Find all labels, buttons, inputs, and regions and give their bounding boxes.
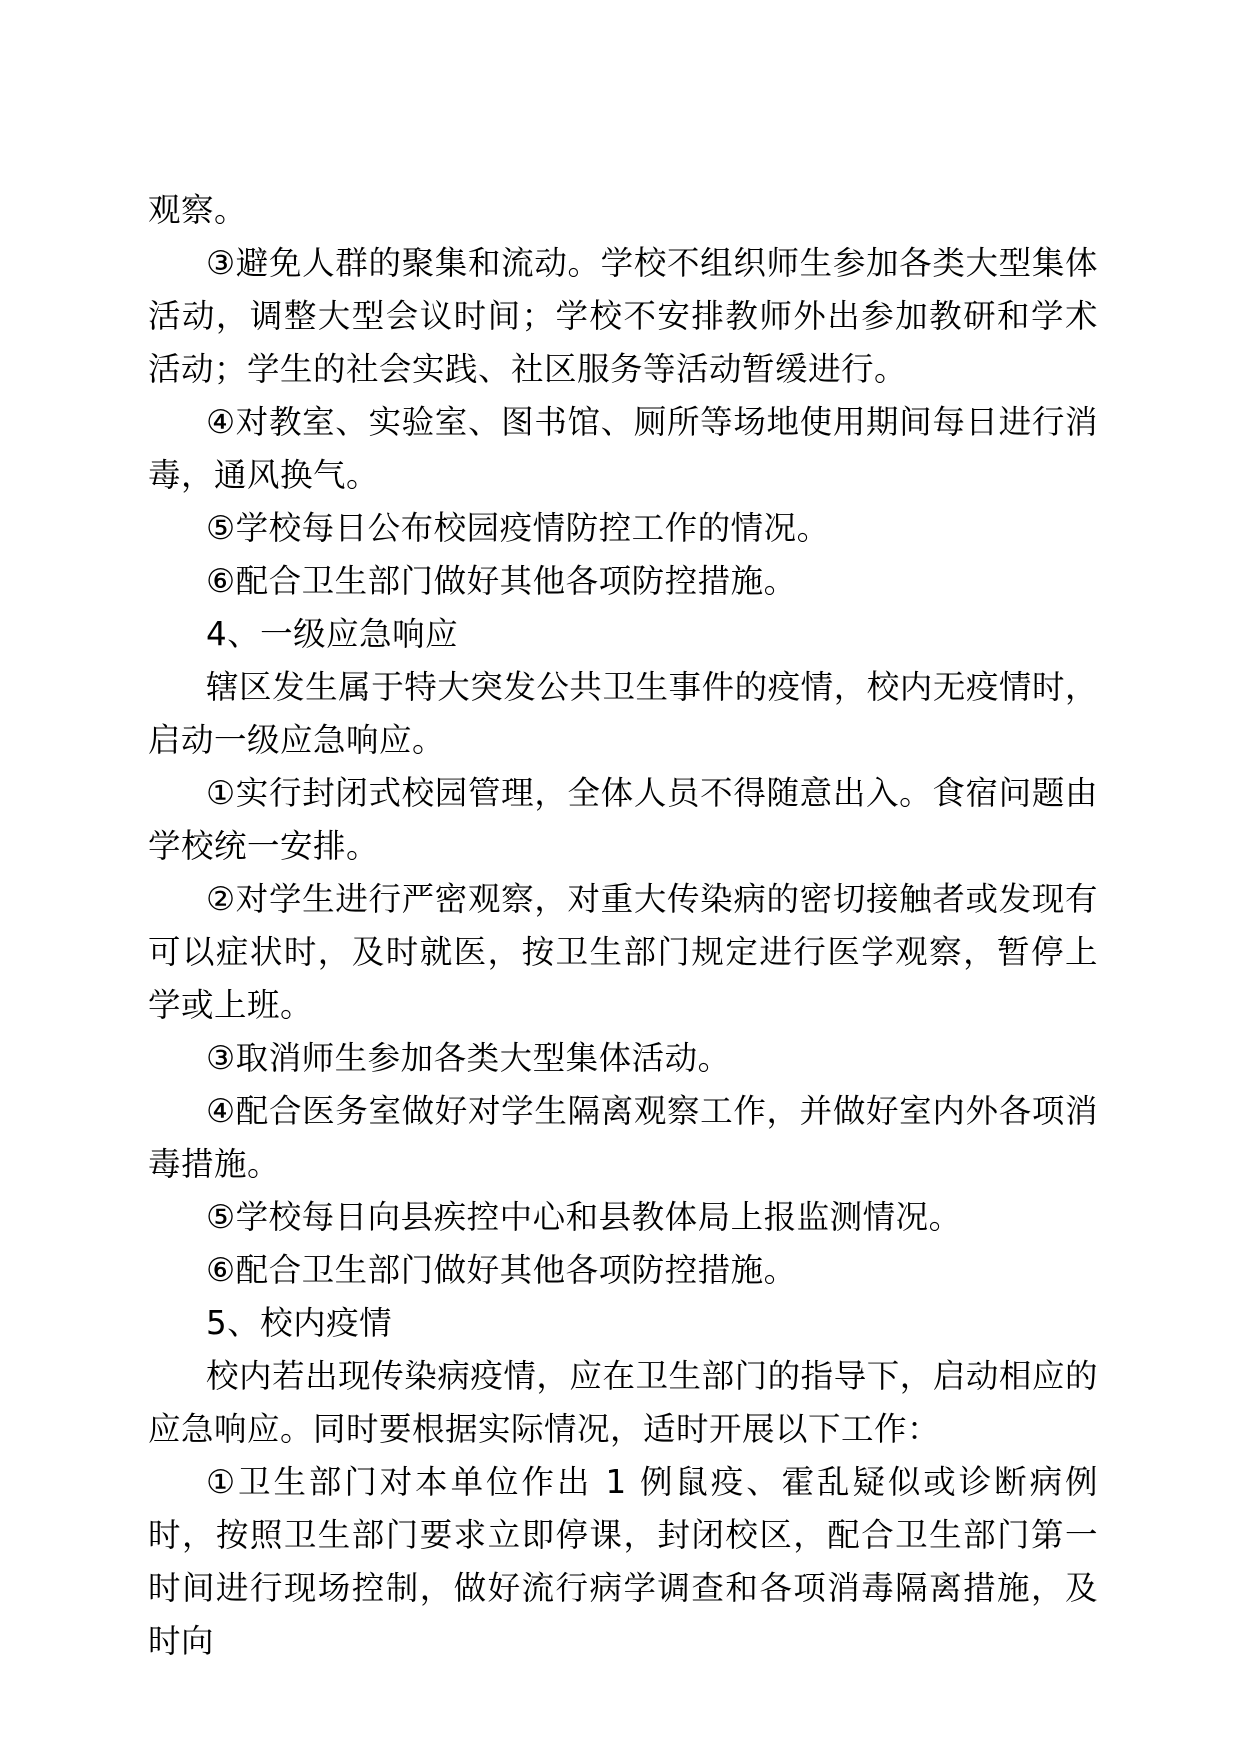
document-body bbox=[148, 184, 1098, 1668]
paragraph-item: ⑤学校每日向县疾控中心和县教体局上报监测情况。 bbox=[206, 1198, 962, 1236]
section-heading: 5、校内疫情 bbox=[206, 1304, 393, 1342]
paragraph-continuation: 观察。 bbox=[148, 191, 248, 229]
paragraph-item: ②对学生进行严密观察，对重大传染病的密切接触者或发现有可以症状时，及时就医，按卫生部门规定进行医学观察，暂停上学或上班。 bbox=[148, 880, 1098, 1024]
paragraph-item: ①卫生部门对本单位作出 1 例鼠疫、霍乱疑似或诊断病例时，按照卫生部门要求立即停课，封闭校区，配合卫生部门第一时间进行现场控制，做好流行病学调查和各项消毒隔离措施，及时向 bbox=[148, 1463, 1098, 1660]
paragraph-item: ⑥配合卫生部门做好其他各项防控措施。 bbox=[206, 1251, 797, 1289]
paragraph-item: ⑥配合卫生部门做好其他各项防控措施。 bbox=[206, 562, 797, 600]
paragraph-item: ④对教室、实验室、图书馆、厕所等场地使用期间每日进行消毒，通风换气。 bbox=[148, 403, 1098, 494]
paragraph-intro: 校内若出现传染病疫情，应在卫生部门的指导下，启动相应的应急响应。同时要根据实际情况，适时开展以下工作： bbox=[148, 1357, 1098, 1448]
section-heading: 4、一级应急响应 bbox=[206, 615, 459, 653]
paragraph-item: ③取消师生参加各类大型集体活动。 bbox=[206, 1039, 731, 1077]
paragraph-intro: 辖区发生属于特大突发公共卫生事件的疫情，校内无疫情时，启动一级应急响应。 bbox=[148, 668, 1098, 759]
paragraph-item: ④配合医务室做好对学生隔离观察工作，并做好室内外各项消毒措施。 bbox=[148, 1092, 1098, 1183]
paragraph-item: ①实行封闭式校园管理，全体人员不得随意出入。食宿问题由学校统一安排。 bbox=[148, 774, 1098, 865]
paragraph-item: ⑤学校每日公布校园疫情防控工作的情况。 bbox=[206, 509, 830, 547]
paragraph-item: ③避免人群的聚集和流动。学校不组织师生参加各类大型集体活动，调整大型会议时间；学校不安排教师外出参加教研和学术活动；学生的社会实践、社区服务等活动暂缓进行。 bbox=[148, 244, 1098, 388]
